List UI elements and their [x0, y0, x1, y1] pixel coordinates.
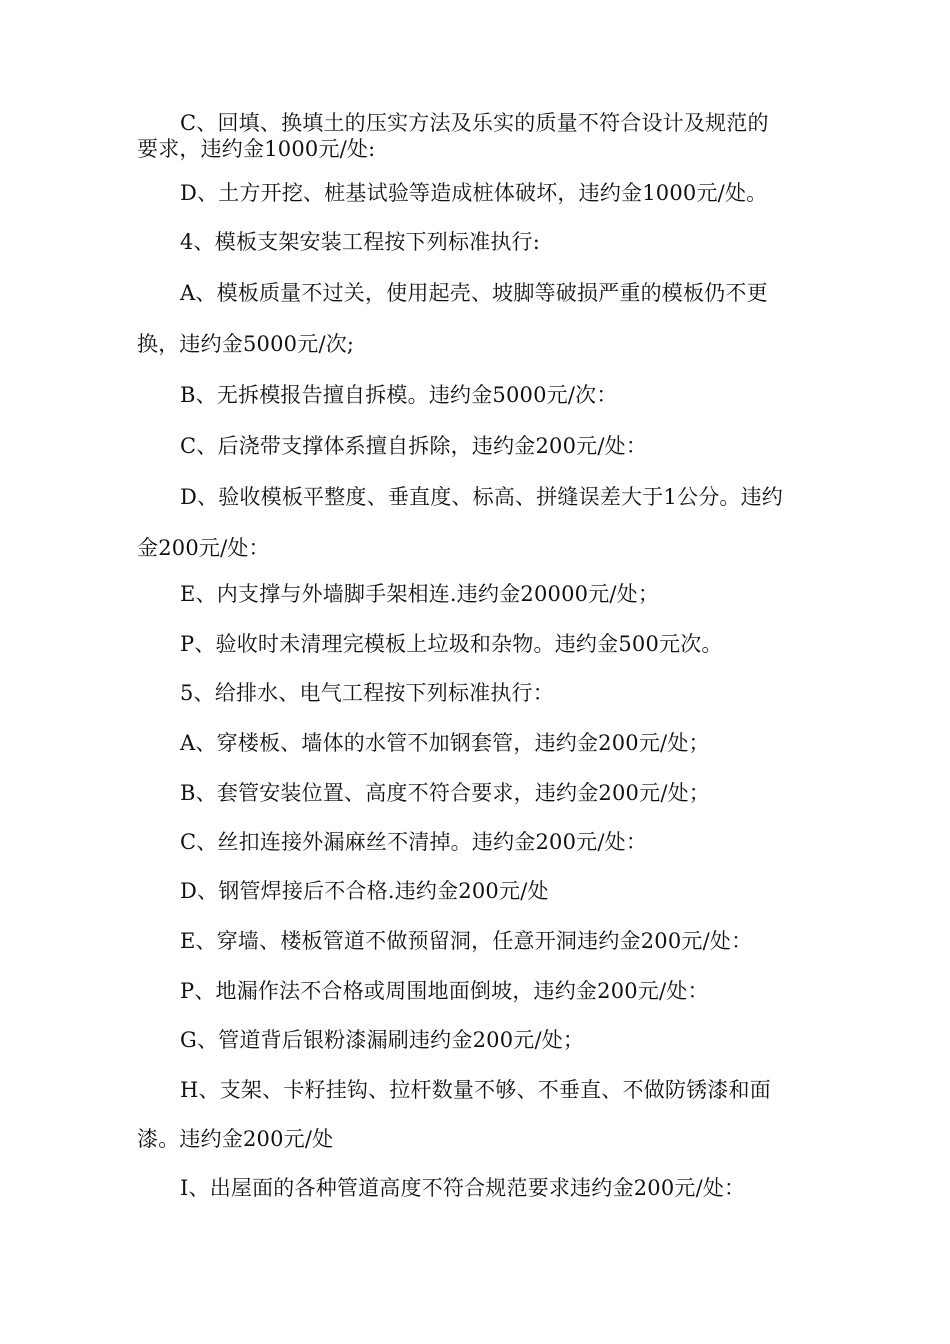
paragraph-line: B、套管安装位置、高度不符合要求，违约金200元/处；	[180, 781, 710, 805]
paragraph-line: C、回填、换填土的压实方法及乐实的质量不符合设计及规范的	[180, 111, 769, 135]
paragraph-line: A、穿楼板、墙体的水管不加钢套管，违约金200元/处；	[180, 731, 710, 755]
paragraph-line: P、地漏作法不合格或周围地面倒坡，违约金200元/处：	[180, 979, 709, 1003]
paragraph-line: D、土方开挖、桩基试验等造成桩体破坏，违约金1000元/处。	[180, 181, 768, 205]
section-heading: 5、给排水、电气工程按下列标准执行：	[180, 681, 554, 705]
paragraph-line: 金200元/处：	[137, 536, 270, 560]
paragraph-line: H、支架、卡籽挂钩、拉杆数量不够、不垂直、不做防锈漆和面	[180, 1078, 771, 1102]
paragraph-line: 要求，违约金1000元/处:	[137, 137, 376, 161]
paragraph-line: E、内支撑与外墙脚手架相连.违约金20000元/处；	[180, 582, 660, 606]
paragraph-line: D、验收模板平整度、垂直度、标高、拼缝误差大于1公分。违约	[180, 485, 783, 509]
paragraph-line: 换，违约金5000元/次;	[137, 332, 355, 356]
paragraph-line: B、无拆模报告擅自拆模。违约金5000元/次：	[180, 383, 618, 407]
paragraph-line: A、模板质量不过关，使用起壳、坡脚等破损严重的模板仍不更	[180, 281, 768, 305]
paragraph-line: C、后浇带支撑体系擅自拆除，违约金200元/处：	[180, 434, 648, 458]
paragraph-line: G、管道背后银粉漆漏刷违约金200元/处；	[180, 1028, 585, 1052]
paragraph-line: 漆。违约金200元/处	[137, 1127, 334, 1151]
paragraph-line: E、穿墙、楼板管道不做预留洞，任意开洞违约金200元/处：	[180, 929, 753, 953]
section-heading: 4、模板支架安装工程按下列标准执行:	[180, 230, 541, 254]
paragraph-line: P、验收时未清理完模板上垃圾和杂物。违约金500元次。	[180, 632, 723, 656]
paragraph-line: I、出屋面的各种管道高度不符合规范要求违约金200元/处：	[180, 1176, 746, 1200]
paragraph-line: C、丝扣连接外漏麻丝不清掉。违约金200元/处：	[180, 830, 648, 854]
paragraph-line: D、钢管焊接后不合格.违约金200元/处	[180, 879, 549, 903]
